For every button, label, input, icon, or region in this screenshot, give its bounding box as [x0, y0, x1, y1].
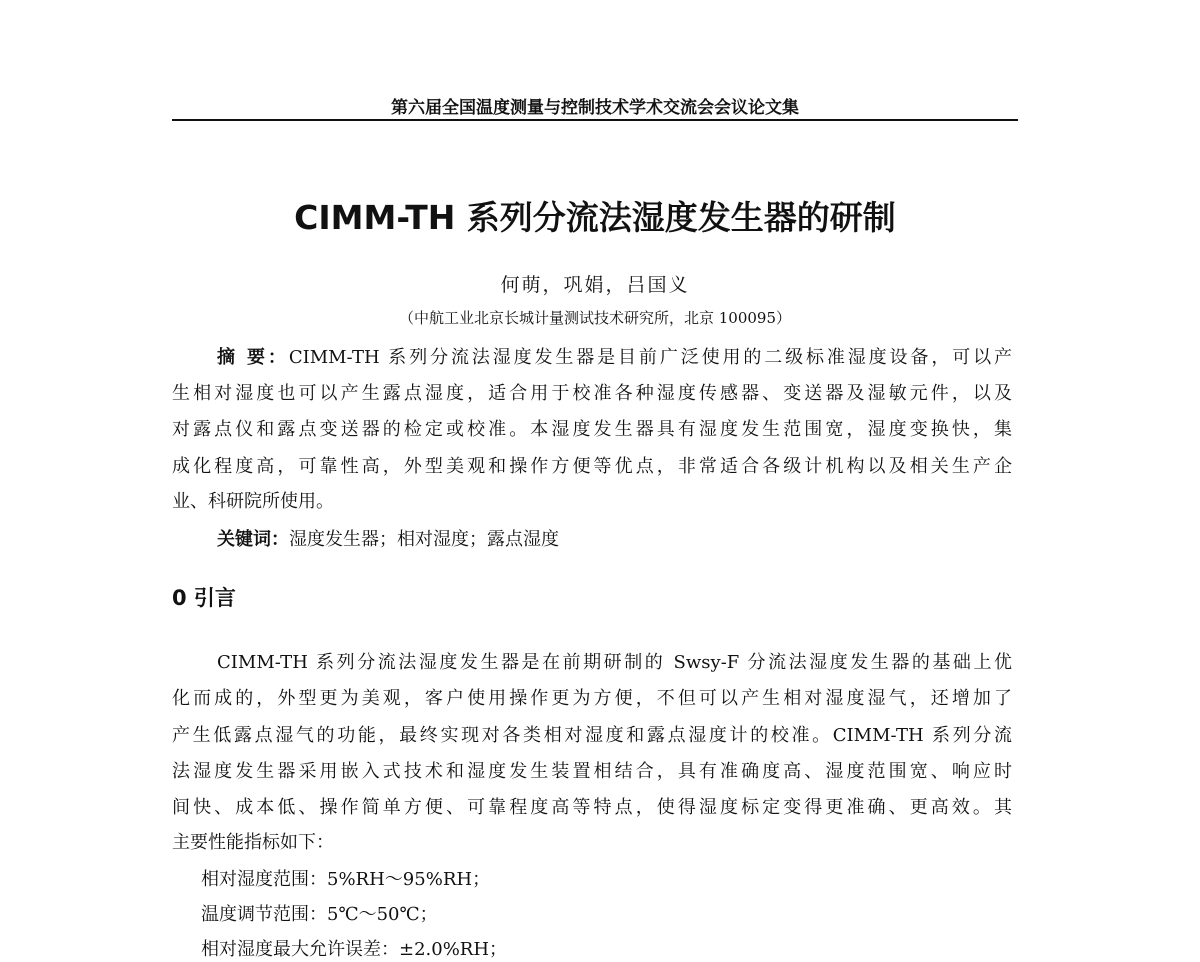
body-line-4: 法湿度发生器采用嵌入式技术和湿度发生装置相结合，具有准确度高、湿度范围宽、响应时	[172, 761, 1012, 782]
body-line-2: 化而成的，外型更为美观，客户使用操作更为方便，不但可以产生相对湿度湿气，还增加了	[172, 688, 1012, 709]
body-line-5: 间快、成本低、操作简单方便、可靠程度高等特点，使得湿度标定变得更准确、更高效。其	[172, 797, 1012, 818]
body-line-3: 产生低露点湿气的功能，最终实现对各类相对湿度和露点湿度计的校准。CIMM-TH 系列分流	[172, 725, 1012, 746]
keywords-text: 湿度发生器；相对湿度；露点湿度	[289, 529, 559, 550]
header-rule	[172, 119, 1018, 121]
abstract-line-3: 对露点仪和露点变送器的检定或校准。本湿度发生器具有湿度发生范围宽，湿度变换快，集	[172, 419, 1012, 440]
keywords	[217, 528, 1012, 552]
abstract-line-2: 生相对湿度也可以产生露点湿度，适合用于校准各种湿度传感器、变送器及湿敏元件，以及	[172, 383, 1012, 404]
spec-item: 相对湿度范围：5%RH～95%RH；	[201, 869, 491, 890]
spec-item: 温度调节范围：5℃～50℃；	[201, 904, 438, 925]
section-heading: 0 引言	[172, 586, 236, 610]
affiliation: （中航工业北京长城计量测试技术研究所，北京 100095）	[398, 309, 792, 327]
spec-item: 相对湿度最大允许误差：±2.0%RH；	[201, 939, 508, 960]
body-line-6: 主要性能指标如下：	[172, 832, 334, 853]
abstract-line-5: 业、科研院所使用。	[172, 491, 334, 512]
authors: 何萌，巩娟，吕国义	[500, 274, 690, 296]
paper-title: CIMM-TH 系列分流法湿度发生器的研制	[294, 198, 896, 237]
keywords-label: 关键词：	[217, 529, 289, 550]
abstract-text: CIMM-TH 系列分流法湿度发生器是目前广泛使用的二级标准湿度设备，可以产	[288, 347, 1012, 368]
abstract-label: 摘 要：	[217, 347, 289, 368]
running-header: 第六届全国温度测量与控制技术学术交流会会议论文集	[391, 98, 799, 118]
abstract-line-1	[217, 346, 1012, 370]
body-line-1: CIMM-TH 系列分流法湿度发生器是在前期研制的 Swsy-F 分流法湿度发生器的基础上优	[217, 652, 1012, 673]
abstract-line-4: 成化程度高，可靠性高，外型美观和操作方便等优点，非常适合各级计机构以及相关生产企	[172, 456, 1012, 477]
